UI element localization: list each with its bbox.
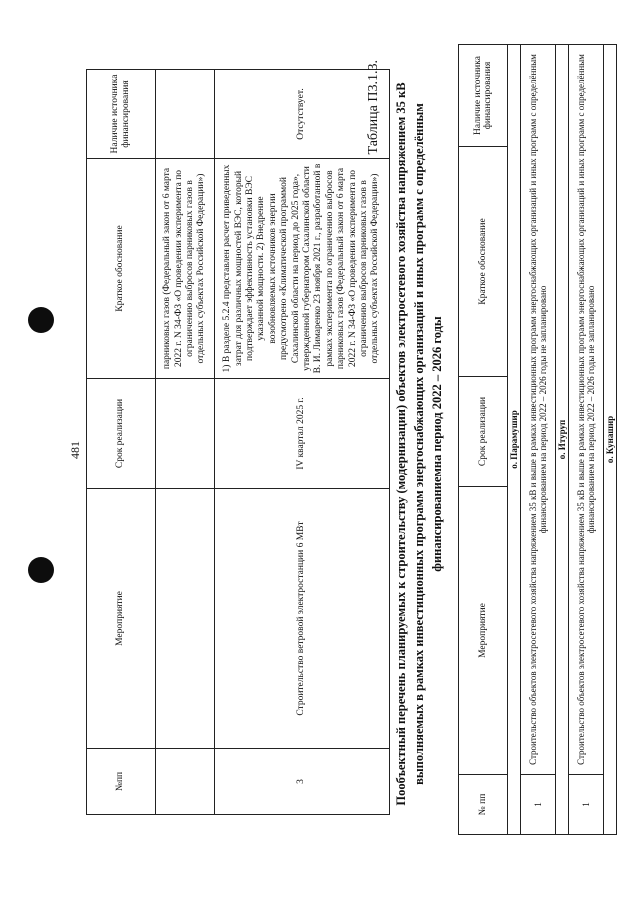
t1-header-justification: Краткое обоснование xyxy=(87,159,156,379)
t2-header-term: Срок реализации xyxy=(459,377,508,487)
table1-continuation-row xyxy=(156,70,215,815)
cont-event xyxy=(156,489,215,749)
projects-table-continued xyxy=(86,69,390,815)
paramushir-text: Строительство объектов электросетевого хозяйства напряжением 35 кВ и выше в рамках инвестиционных программ энергоснабжающих организаций и иных программ с определённым финансированием на период 2022 – 2026 годы не запланировано xyxy=(521,45,556,775)
planned-networks-table xyxy=(458,44,617,835)
page-number: 481 xyxy=(68,441,82,459)
row3-term: IV квартал 2025 г. xyxy=(215,379,390,489)
t1-header-funding: Наличие источника финансирования xyxy=(87,70,156,159)
region-iturup: о. Итуруп xyxy=(556,45,569,835)
region-row-kunashir xyxy=(604,45,617,835)
t1-header-num: №пп xyxy=(87,749,156,815)
paramushir-num: 1 xyxy=(521,775,556,835)
iturup-num: 1 xyxy=(569,775,604,835)
row3-funding: Отсутствует. xyxy=(215,70,390,159)
t2-header-event: Мероприятие xyxy=(459,487,508,775)
cont-num xyxy=(156,749,215,815)
region-paramushir: о. Парамушир xyxy=(508,45,521,835)
table2-row-iturup xyxy=(569,45,604,835)
table-label: Таблица П3.1.3. xyxy=(366,60,381,155)
cont-justification: парниковых газов (Федеральный закон от 6 марта 2022 г. N 34-ФЗ «О проведении эксперимента по ограничению выбросов парниковых газов в отдельных субъектах Российской Федерации») xyxy=(156,159,215,379)
row3-num: 3 xyxy=(215,749,390,815)
iturup-text: Строительство объектов электросетевого хозяйства напряжением 35 кВ и выше в рамках инвестиционных программ энергоснабжающих организаций и иных программ с определённым финансированием на период 2022 – 2026 годы не запланировано xyxy=(569,45,604,775)
t2-header-justification: Краткое обоснование xyxy=(459,147,508,377)
row3-event: Строительство ветровой электростанции 6 МВт xyxy=(215,489,390,749)
t2-header-funding: Наличие источника финансирования xyxy=(459,45,508,147)
region-kunashir: о. Кунашир xyxy=(604,45,617,835)
region-row-iturup xyxy=(556,45,569,835)
row3-justification: 1) В разделе 5.2.4 представлен расчет приведенных затрат для различных мощностей ВЭС, который подтверждает эффективность установки ВЭС указанной мощности. 2) Внедрение возобновляемых источников энергии предусмотрено «Климатической программой Сахалинской области на период до 2025 года», утвержденной губернатором Сахалинской области В. И. Лимаренко 23 ноября 2021 г., разработанной в рамках эксперимента по ограничению выбросов парниковых газов (Федеральный закон от 6 марта 2022 г. N 34-ФЗ «О проведении эксперимента по ограничению выбросов парниковых газов в отдельных субъектах Российской Федерации») xyxy=(215,159,390,379)
t1-header-event: Мероприятие xyxy=(87,489,156,749)
table2-row-paramushir xyxy=(521,45,556,835)
table1-header-row xyxy=(87,70,156,815)
cont-funding xyxy=(156,70,215,159)
t2-header-num: № пп xyxy=(459,775,508,835)
binder-hole-left xyxy=(28,557,54,583)
binder-hole-right xyxy=(28,307,54,333)
table1-row-3 xyxy=(215,70,390,815)
cont-term xyxy=(156,379,215,489)
table-title: Пообъектный перечень планируемых к строительству (модернизации) объектов электросетевого хозяйства напряжением 35 кВ выполняемых в рамках инвестиционных программ энергоснабжающих организаций и иных программ с определённым финансированиемна период 2022 – 2026 годы xyxy=(394,82,444,806)
region-row-paramushir xyxy=(508,45,521,835)
t1-header-term: Срок реализации xyxy=(87,379,156,489)
table2-header-row xyxy=(459,45,508,835)
